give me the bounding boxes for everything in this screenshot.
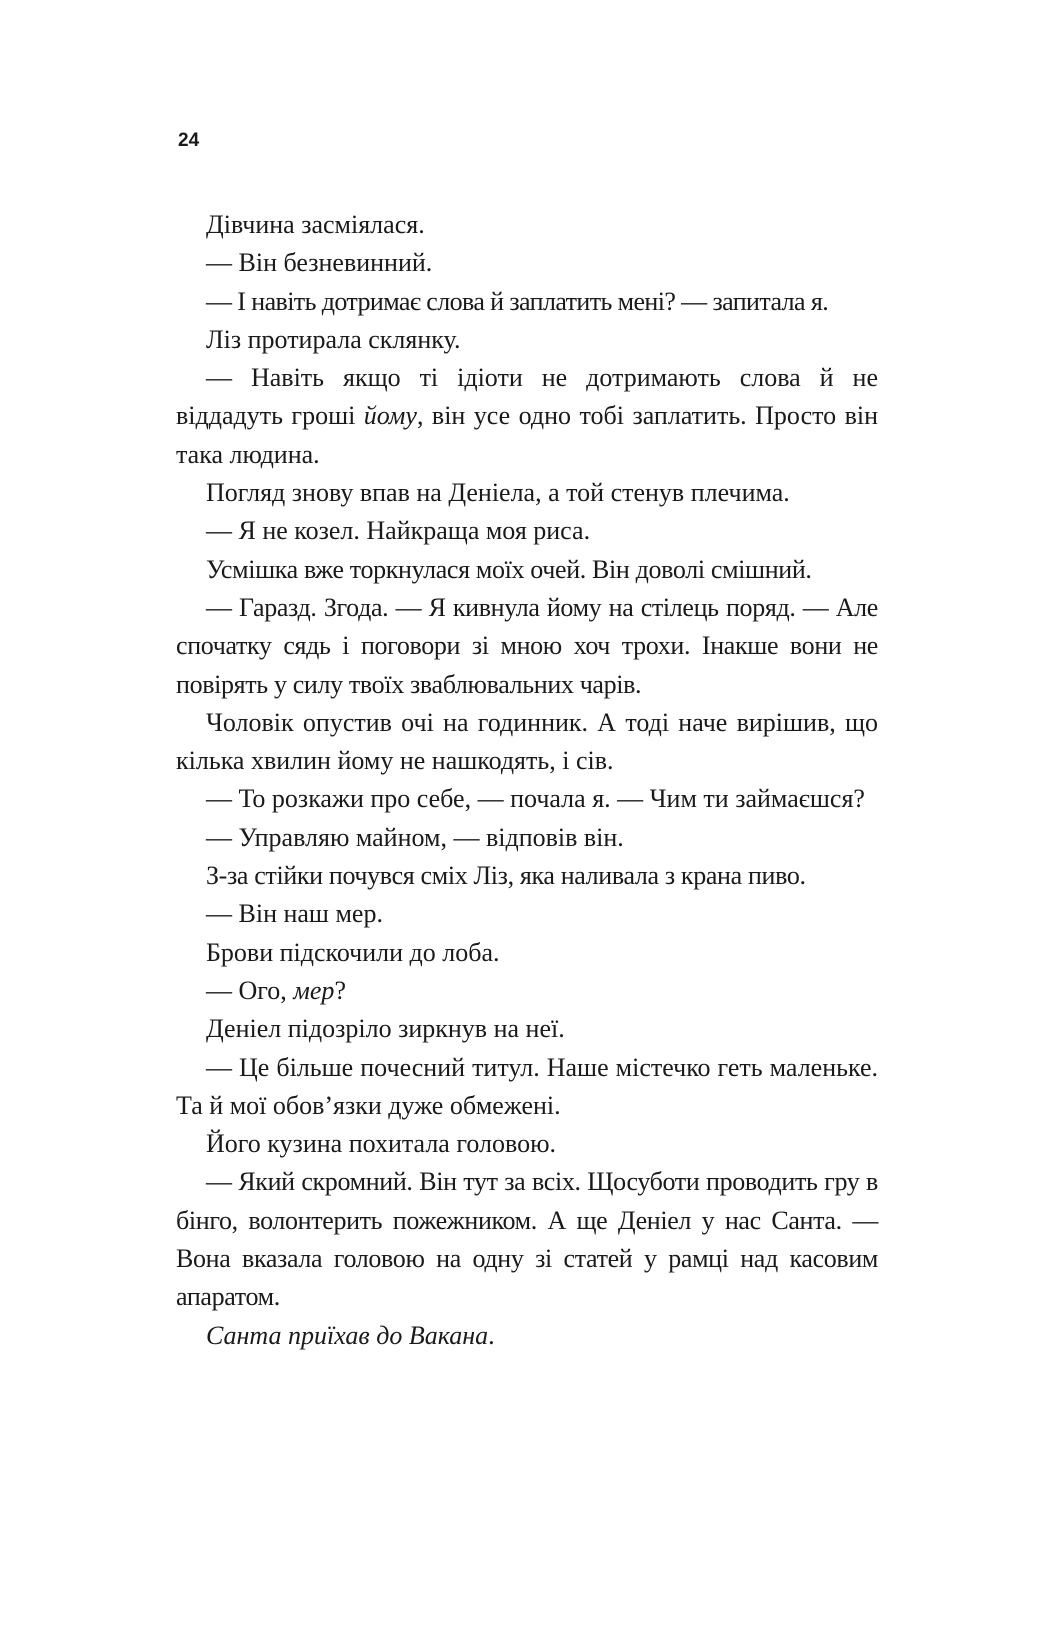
paragraph — [176, 1317, 878, 1355]
paragraph: Усмішка вже торкнулася моїх очей. Він доволі смішний. — [206, 554, 812, 584]
paragraph: — Який скромний. Він тут за всіх. Щосуботи проводить гру в бінго, волонтерить пожежником. А ще Деніел у нас Санта. — Вона вказала головою на одну зі статей у рамці над касовим апаратом. — [176, 1167, 878, 1312]
paragraph: — Він безневинний. — [206, 248, 433, 278]
paragraph-text: — Ого, — [206, 975, 294, 1005]
emphasis-text: Санта приїхав до Вакана — [206, 1320, 489, 1350]
paragraph-text: . — [488, 1320, 495, 1350]
paragraph — [176, 972, 878, 1010]
paragraph-text: ? — [334, 975, 346, 1005]
paragraph: — Це більше почесний титул. Наше містечко геть маленьке. Та й мої обов’язки дуже обмежені. — [176, 1052, 878, 1120]
paragraph-text: — Навіть якщо ті ідіоти не дотримають слова й не віддадуть гроші — [176, 363, 878, 431]
paragraph: Брови підскочили до лоба. — [206, 937, 500, 967]
body-text — [176, 206, 878, 1355]
emphasis-text: йому — [363, 401, 417, 431]
page-number: 24 — [178, 130, 200, 151]
paragraph: — Я не козел. Найкраща моя риса. — [206, 516, 591, 546]
paragraph-text: , він усе одно тобі заплатить. Просто він така людина. — [176, 401, 879, 469]
paragraph: Погляд знову впав на Деніела, а той стенув плечима. — [206, 478, 790, 508]
paragraph: Його кузина похитала головою. — [206, 1129, 557, 1159]
paragraph: — Управляю майном, — відповів він. — [206, 822, 624, 852]
paragraph: — Гаразд. Згода. — Я кивнула йому на стілець поряд. — Але спочатку сядь і поговори зі мною хоч трохи. Інакше вони не повірять у силу твоїх зваблювальних чарів. — [176, 592, 878, 699]
emphasis-text: мер — [293, 975, 335, 1005]
paragraph: З-за стійки почувся сміх Ліз, яка наливала з крана пиво. — [206, 861, 806, 891]
paragraph — [176, 359, 878, 474]
paragraph: Деніел підозріло зиркнув на неї. — [206, 1014, 565, 1044]
paragraph: — То розкажи про себе, — почала я. — Чим ти займаєшся? — [206, 784, 865, 814]
paragraph: Дівчина засміялася. — [206, 210, 425, 239]
paragraph: Ліз протирала склянку. — [206, 324, 461, 354]
paragraph: Чоловік опустив очі на годинник. А тоді наче вирішив, що кілька хвилин йому не нашкодять, і сів. — [176, 707, 878, 776]
paragraph: — Він наш мер. — [206, 899, 383, 929]
paragraph: — І навіть дотримає слова й заплатить мені? — запитала я. — [206, 286, 829, 316]
